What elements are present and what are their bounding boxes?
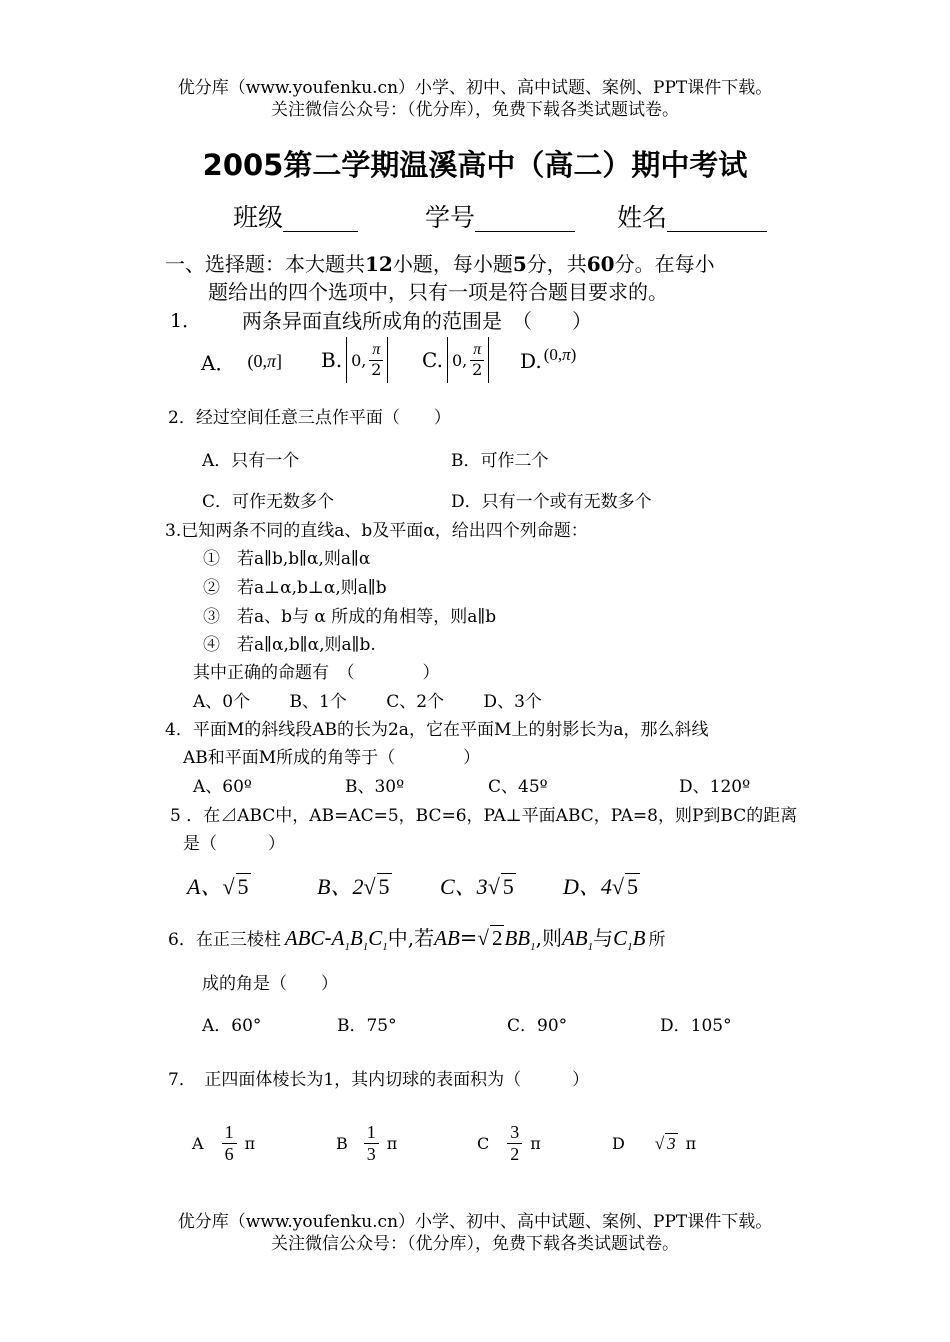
name-field: 姓名________ bbox=[617, 203, 768, 232]
q5-option-b: B、2√ 5 bbox=[317, 874, 390, 899]
q4-stem-line-1: 4．平面M的斜线段AB的长为2a，它在平面M上的射影长为a，那么斜线 bbox=[165, 720, 709, 740]
q1-stem: 两条异面直线所成角的范围是 （ ） bbox=[242, 309, 592, 333]
q7-stem: 7． 正四面体棱长为1，其内切球的表面积为（ ） bbox=[168, 1070, 590, 1090]
section-1-instructions-line-2: 题给出的四个选项中，只有一项是符合题目要求的。 bbox=[208, 280, 668, 304]
q1-option-d: D. (0,π) bbox=[520, 345, 577, 373]
q1-option-a: A． (0,π] bbox=[201, 350, 282, 375]
q4-option-a: A、60º bbox=[193, 777, 252, 797]
q5-option-a: A、√ 5 bbox=[187, 874, 249, 899]
page-title: 2005第二学期温溪高中（高二）期中考试 bbox=[202, 148, 748, 182]
class-field: 班级______ bbox=[233, 203, 359, 232]
q3-question: 其中正确的命题有 （ ） bbox=[193, 663, 440, 683]
q7-option-d: D √ 3 π bbox=[612, 1133, 697, 1153]
section-1-instructions: 一、选择题：本大题共12小题，每小题5分，共60分。在每小 bbox=[165, 252, 715, 276]
q3-options: A、0个 B、1个 C、2个 D、3个 bbox=[193, 692, 542, 712]
q5-stem-line-2: 是（ ） bbox=[183, 834, 285, 854]
q5-option-c: C、3√ 5 bbox=[440, 874, 514, 899]
header-line-2: 关注微信公众号：（优分库），免费下载各类试题试卷。 bbox=[271, 100, 679, 120]
q2-option-a: A．只有一个 bbox=[202, 451, 300, 471]
q1-number: 1． bbox=[170, 310, 202, 332]
q3-stem: 3.已知两条不同的直线a、b及平面α，给出四个列命题： bbox=[165, 521, 588, 541]
q7-option-c: C $\frac{3}{2}$ π bbox=[477, 1121, 541, 1164]
q1-option-b: B. 0, $\frac{\pi}{2}$ bbox=[321, 334, 388, 386]
q2-option-b: B．可作二个 bbox=[451, 451, 549, 471]
q2-option-c: C．可作无数多个 bbox=[202, 492, 335, 512]
q2-option-d: D．只有一个或有无数多个 bbox=[451, 492, 652, 512]
footer-line-1: 优分库（www.youfenku.cn）小学、初中、高中试题、案例、PPT课件下载。 bbox=[177, 1212, 773, 1232]
q4-option-d: D、120º bbox=[679, 777, 751, 797]
q6-option-a: A．60° bbox=[202, 1016, 262, 1036]
q4-stem-line-2: AB和平面M所成的角等于（ ） bbox=[183, 748, 481, 768]
q6-stem-line-2: 成的角是（ ） bbox=[202, 974, 338, 994]
header-line-1: 优分库（www.youfenku.cn）小学、初中、高中试题、案例、PPT课件下载。 bbox=[177, 78, 773, 98]
q6-stem-line-1: 6．在正三棱柱 ABC - $A_1B_1C_1$ 中,若 AB = √ $2BB_1$ ,则 $AB_1$ 与 $C_1B$ 所 bbox=[168, 926, 666, 954]
q6-option-b: B．75° bbox=[337, 1016, 397, 1036]
q6-option-c: C．90° bbox=[507, 1016, 568, 1036]
q4-option-b: B、30º bbox=[345, 777, 405, 797]
q7-option-a: A $\frac{1}{6}$ π bbox=[192, 1121, 256, 1164]
q6-option-d: D．105° bbox=[660, 1016, 732, 1036]
q3-statement-4: ④ 若a∥α,b∥α,则a∥b. bbox=[203, 635, 376, 655]
footer-line-2: 关注微信公众号：（优分库），免费下载各类试题试卷。 bbox=[271, 1234, 679, 1254]
q4-option-c: C、45º bbox=[488, 777, 548, 797]
student-number-field: 学号________ bbox=[425, 203, 576, 232]
q3-statement-1: ① 若a∥b,b∥α,则a∥α bbox=[203, 549, 371, 569]
q2-stem: 2．经过空间任意三点作平面（ ） bbox=[168, 408, 451, 428]
q3-statement-2: ② 若a⊥α,b⊥α,则a∥b bbox=[203, 578, 387, 598]
q5-option-d: D、4√ 5 bbox=[563, 874, 638, 899]
q3-statement-3: ③ 若a、b与 α 所成的角相等，则a∥b bbox=[203, 607, 497, 627]
q7-option-b: B $\frac{1}{3}$ π bbox=[336, 1121, 398, 1164]
q1-option-c: C. 0, $\frac{\pi}{2}$ bbox=[422, 334, 489, 386]
q5-stem-line-1: 5 ．在⊿ABC中，AB=AC=5，BC=6，PA⊥平面ABC，PA=8，则P到BC的距离 bbox=[170, 806, 798, 826]
